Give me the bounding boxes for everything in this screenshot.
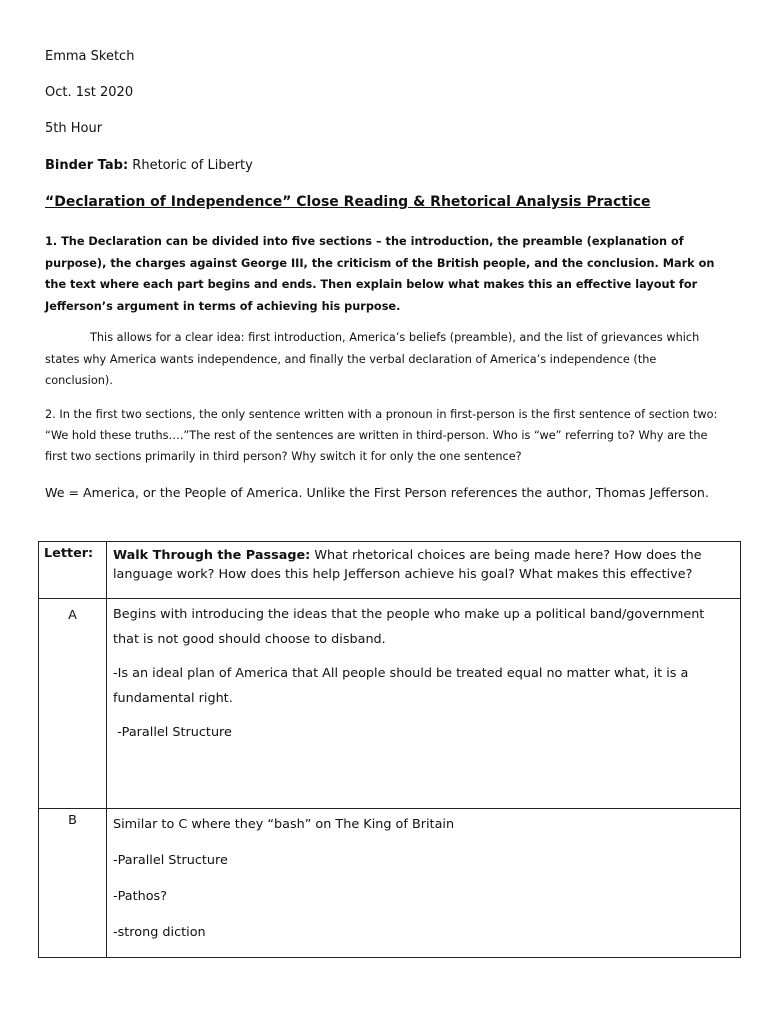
table-row <box>39 599 741 809</box>
table-header-row <box>39 542 741 599</box>
analysis-line: Begins with introducing the ideas that the people who make up a political band/government that is not good should choose to disband. <box>113 607 705 647</box>
analysis-line: -Pathos? <box>113 889 168 904</box>
date: Oct. 1st 2020 <box>45 85 134 100</box>
answer-1: This allows for a clear idea: first introduction, America’s beliefs (preamble), and the list of grievances which states why America wants independence, and finally the verbal declaration of America’s independence (the conclusion). <box>45 331 700 387</box>
row-letter: A <box>68 608 77 623</box>
header-prompt-text: What rhetorical choices are being made here? How does the language work? How does this help Jefferson achieve his goal? What makes this effective? <box>113 548 702 582</box>
analysis-line: -Parallel Structure <box>113 853 228 868</box>
row-analysis-cell <box>107 599 741 809</box>
question-1: 1. The Declaration can be divided into five sections – the introduction, the preamble (explanation of purpose), the charges against George III, the criticism of the British people, and the conclusion. Mark on the text where each part begins and ends. Then explain below what makes this an effective layout for Jefferson’s argument in terms of achieving his purpose. <box>45 235 715 313</box>
header-prompt-label: Walk Through the Passage: <box>113 548 311 563</box>
binder-tab-label: Binder Tab: <box>45 158 129 173</box>
table-row <box>39 809 741 958</box>
binder-tab <box>45 158 253 174</box>
binder-tab-value: Rhetoric of Liberty <box>132 158 253 173</box>
header-letter-cell: Letter: <box>39 542 107 599</box>
row-letter: B <box>68 813 77 828</box>
header-prompt-cell <box>107 542 741 599</box>
row-letter-cell <box>39 599 107 809</box>
analysis-line: -strong diction <box>113 925 206 940</box>
student-name: Emma Sketch <box>45 49 135 64</box>
class-hour: 5th Hour <box>45 121 103 136</box>
answer-2: We = America, or the People of America. Unlike the First Person references the author, Thomas Jefferson. <box>45 485 709 500</box>
row-letter-cell <box>39 809 107 958</box>
analysis-line: -Is an ideal plan of America that All people should be treated equal no matter what, it is a fundamental right. <box>113 666 689 706</box>
question-2: 2. In the first two sections, the only sentence written with a pronoun in first-person is the first sentence of section two: “We hold these truths….”The rest of the sentences are written in third-person. Who is “we” referring to? Why are the first two sections primarily in third person? Why switch it for only the one sentence? <box>45 408 718 463</box>
analysis-line: -Parallel Structure <box>113 725 232 740</box>
analysis-line: Similar to C where they “bash” on The King of Britain <box>113 817 455 832</box>
page-title: “Declaration of Independence” Close Reading & Rhetorical Analysis Practice <box>45 194 651 210</box>
analysis-table <box>38 541 741 958</box>
row-analysis-cell <box>107 809 741 958</box>
